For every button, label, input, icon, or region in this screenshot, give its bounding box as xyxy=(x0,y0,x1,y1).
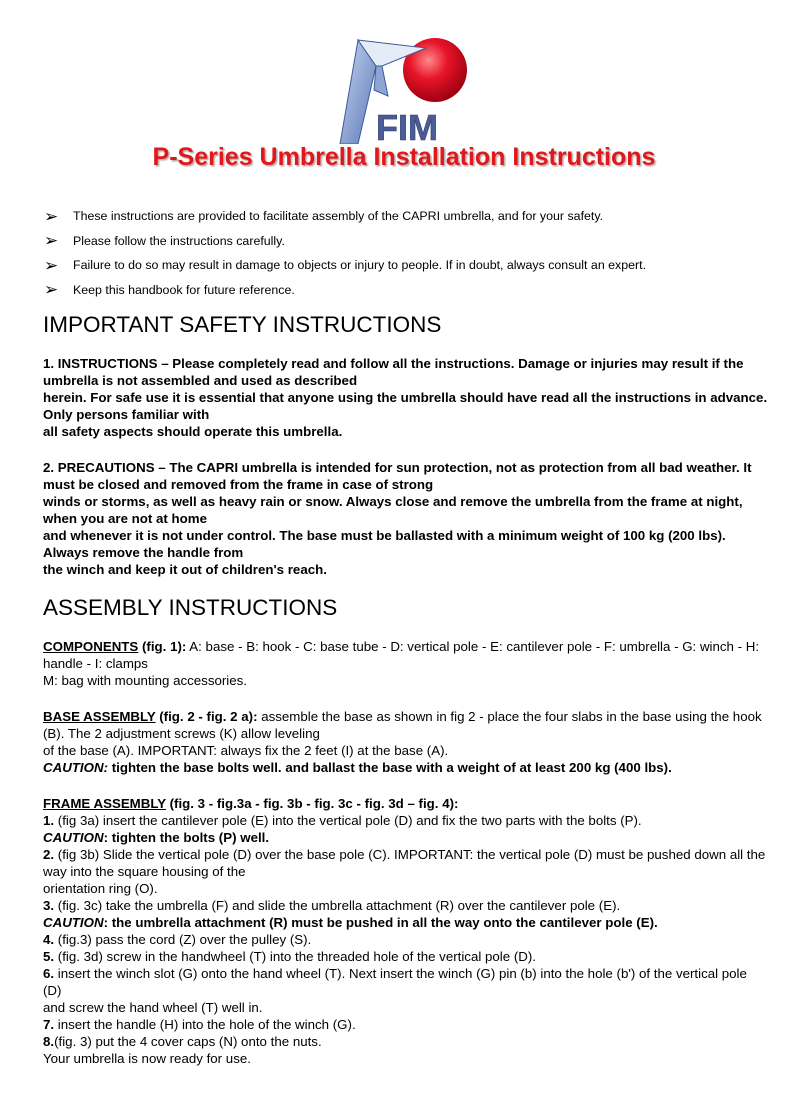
base-assembly-section: BASE ASSEMBLY (fig. 2 - fig. 2 a): assemble the base as shown in fig 2 - place the four slabs in the base using the hook (B). The 2 adjustment screws (K) allow leveling of the base (A). IMPORTANT: always fix the 2 feet (I) at the base (A). CAUTION: tighten the base bolts well. and ballast the base with a weight of at least 200 kg (400 lbs). xyxy=(43,709,762,775)
safety-heading: IMPORTANT SAFETY INSTRUCTIONS xyxy=(43,312,442,337)
step-3: 3. (fig. 3c) take the umbrella (F) and slide the umbrella attachment (R) over the cantilever pole (E). xyxy=(43,898,621,913)
assembly-heading: ASSEMBLY INSTRUCTIONS xyxy=(43,595,338,620)
arrow-bullet-icon: ➢ xyxy=(44,206,59,226)
step-6: 6. insert the winch slot (G) onto the hand wheel (T). Next insert the winch (G) pin (b) into the hole (b') of the vertical pole (D) xyxy=(43,966,747,998)
step-4: 4. (fig.3) pass the cord (Z) over the pulley (S). xyxy=(43,932,312,947)
caution-2: CAUTION: the umbrella attachment (R) must be pushed in all the way onto the cantilever pole (E). xyxy=(43,915,658,930)
step-2: 2. (fig 3b) Slide the vertical pole (D) over the base pole (C). IMPORTANT: the vertical pole (D) must be pushed down all the way into the square housing of the xyxy=(43,847,766,879)
fim-logo xyxy=(330,36,480,144)
list-item: ➢ Keep this handbook for future reference. xyxy=(44,280,295,300)
step-5: 5. (fig. 3d) screw in the handwheel (T) into the threaded hole of the vertical pole (D). xyxy=(43,949,536,964)
components-section: COMPONENTS (fig. 1): A: base - B: hook - C: base tube - D: vertical pole - E: cantilever pole - F: umbrella - G: winch - H: handle - I: clamps M: bag with mounting accessories. xyxy=(43,639,760,688)
arrow-bullet-icon: ➢ xyxy=(44,255,59,275)
arrow-bullet-icon: ➢ xyxy=(44,231,59,251)
arrow-bullet-icon: ➢ xyxy=(44,280,59,300)
list-item: ➢ Please follow the instructions carefully. xyxy=(44,231,285,251)
step-8: 8.(fig. 3) put the 4 cover caps (N) onto the nuts. xyxy=(43,1034,322,1049)
intro-bullet-list xyxy=(44,204,646,302)
safety-precautions-paragraph: 2. PRECAUTIONS – The CAPRI umbrella is intended for sun protection, not as protection from all bad weather. It must be closed and removed from the frame in case of strong winds or storms, as well as heavy rain or snow. Always close and remove the umbrella from the frame at night, when you are not at home and whenever it is not under control. The base must be ballasted with a minimum weight of 100 kg (200 lbs). Always remove the handle from the winch and keep it out of children's reach. xyxy=(43,460,752,577)
list-item: ➢ These instructions are provided to facilitate assembly of the CAPRI umbrella, and for your safety. xyxy=(44,206,604,226)
step-7: 7. insert the handle (H) into the hole of the winch (G). xyxy=(43,1017,356,1032)
safety-instructions-paragraph: 1. INSTRUCTIONS – Please completely read and follow all the instructions. Damage or injuries may result if the umbrella is not assembled and used as described herein. For safe use it is essential that anyone using the umbrella should have read all the instructions in advance. Only persons familiar with all safety aspects should operate this umbrella. xyxy=(43,356,768,439)
caution-1: CAUTION: tighten the bolts (P) well. xyxy=(43,830,270,845)
final-note: Your umbrella is now ready for use. xyxy=(43,1051,251,1066)
frame-assembly-section: FRAME ASSEMBLY (fig. 3 - fig.3a - fig. 3b - fig. 3c - fig. 3d – fig. 4): 1. (fig 3a) insert the cantilever pole (E) into the vertical pole (D) and fix the two parts with the bolts (P). CAUTION: tighten the bolts (P) well. 2. (fig 3b) Slide the vertical pole (D) over the base pole (C). IMPORTANT: the vertical pole (D) must be pushed down all the way into the square housing of the orientation ring (O). 3. (fig. 3c) take the umbrella (F) and slide the umbrella attachment (R) over the cantilever pole (E). CAUTION: the umbrella attachment (R) must be pushed in all the way onto the cantilever pole (E). 4. (fig.3) pass the cord (Z) over the pulley (S). 5. (fig. 3d) screw in the handwheel (T) into the threaded hole of the vertical pole (D). 6. insert the winch slot (G) onto the hand wheel (T). Next insert the winch (G) pin (b) into the hole (b') of the vertical pole (D) and screw the hand wheel (T) well in. 7. insert the handle (H) into the hole of the winch (G). 8.(fig. 3) put the 4 cover caps (N) onto the nuts. Your umbrella is now ready for use. xyxy=(43,795,769,1067)
step-1: 1. (fig 3a) insert the cantilever pole (E) into the vertical pole (D) and fix the two parts with the bolts (P). xyxy=(43,813,642,828)
page-title: P-Series Umbrella Installation Instructions xyxy=(152,143,656,171)
logo-text: FIM xyxy=(376,107,438,144)
list-item: ➢ Failure to do so may result in damage to objects or injury to people. If in doubt, always consult an expert. xyxy=(44,255,647,275)
fim-logo-graphic xyxy=(330,36,480,144)
